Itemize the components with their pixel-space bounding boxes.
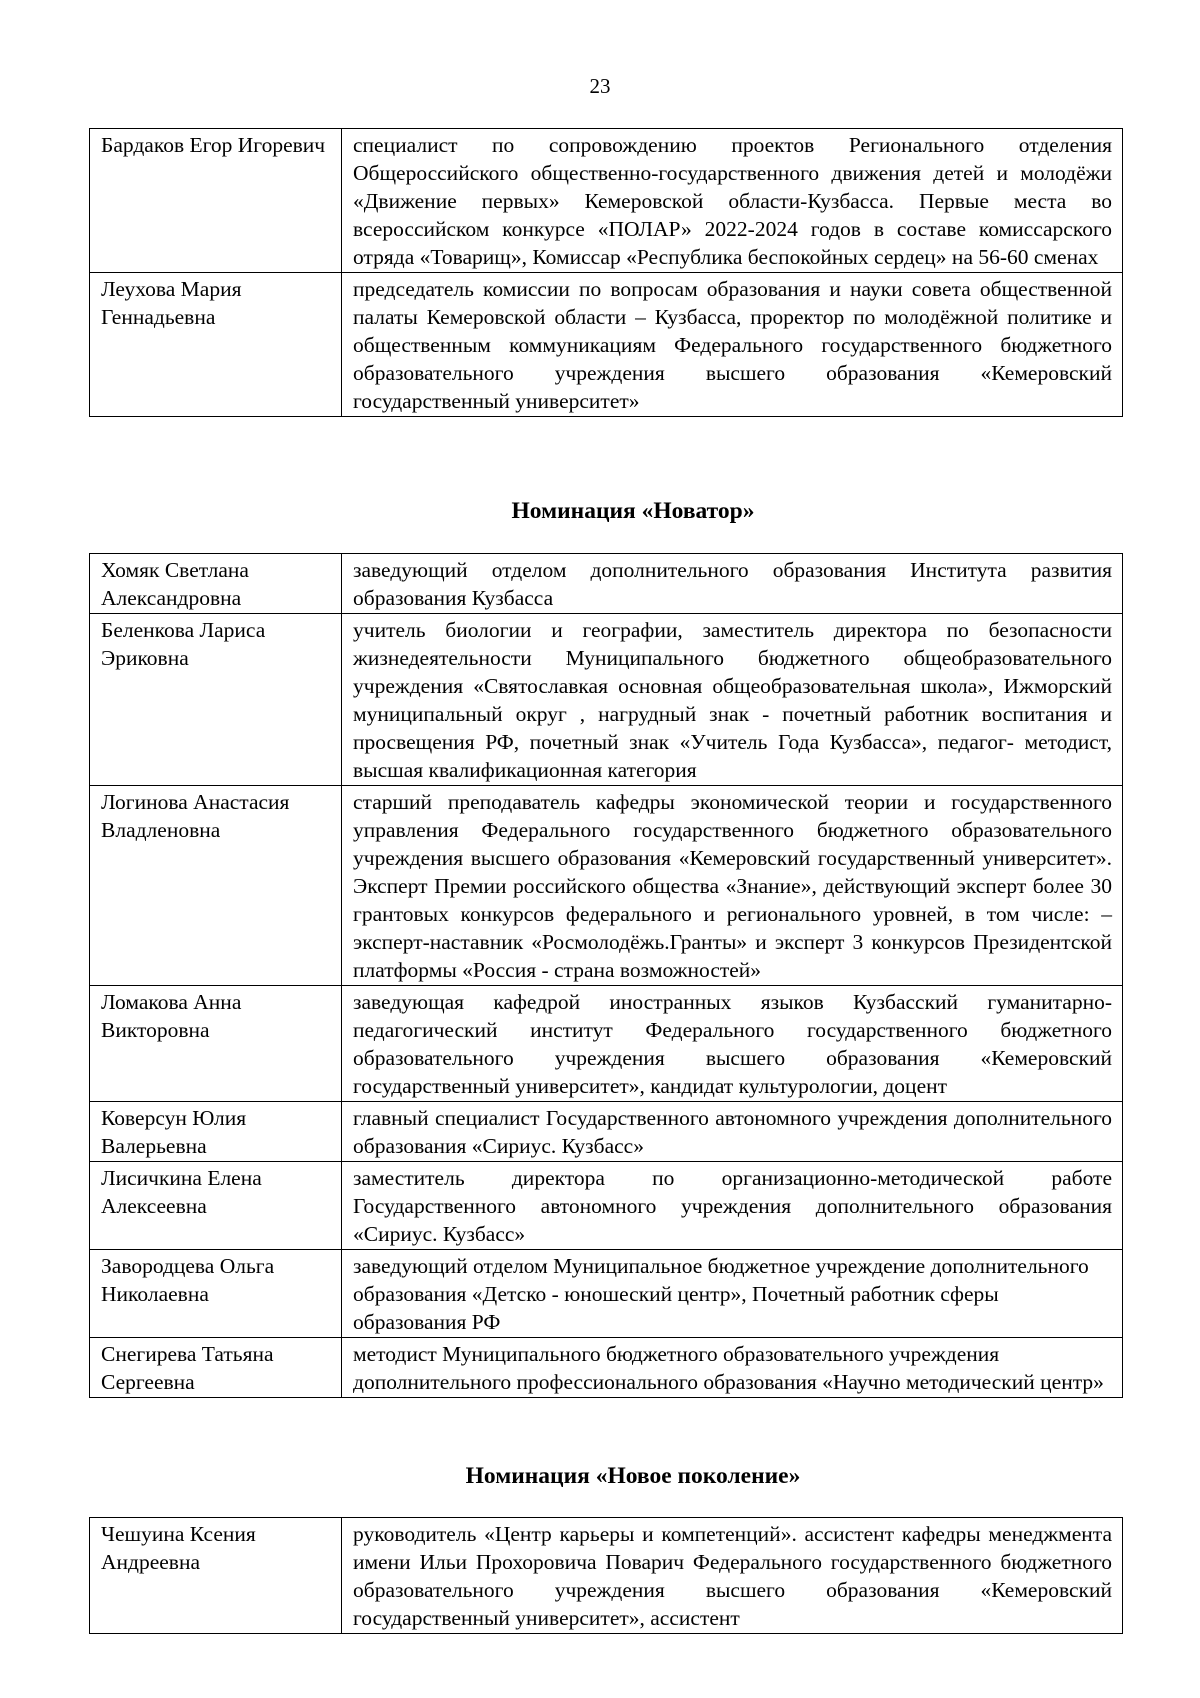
jury-table-2: [89, 553, 1123, 1398]
jury-table-1: [89, 128, 1123, 417]
member-name: Леухова Мария Геннадьевна: [90, 273, 342, 417]
member-name: Беленкова Лариса Эриковна: [90, 614, 342, 786]
table-row: [90, 1102, 1123, 1162]
table-row: [90, 786, 1123, 986]
table-row: [90, 986, 1123, 1102]
member-name: Хомяк Светлана Александровна: [90, 554, 342, 614]
member-name: Чешуина Ксения Андреевна: [90, 1518, 342, 1634]
table-row: [90, 1338, 1123, 1398]
table-row: [90, 554, 1123, 614]
member-description: руководитель «Центр карьеры и компетенций». ассистент кафедры менеджмента имени Ильи Прохоровича Поварич Федерального государственного бюджетного образовательного учреждения высшего образования «Кемеровский государственный университет», ассистент: [342, 1518, 1123, 1634]
member-description: заведующая кафедрой иностранных языков Кузбасский гуманитарно-педагогический институт Федерального государственного бюджетного образовательного учреждения высшего образования «Кемеровский государственный университет», кандидат культурологии, доцент: [342, 986, 1123, 1102]
section-heading-novator: Номинация «Новатор»: [511, 498, 755, 524]
member-name: Ломакова Анна Викторовна: [90, 986, 342, 1102]
table-row: [90, 1250, 1123, 1338]
page-number: 23: [589, 74, 611, 98]
member-name: Бардаков Егор Игоревич: [90, 129, 342, 273]
table-row: [90, 1518, 1123, 1634]
member-name: Логинова Анастасия Владленовна: [90, 786, 342, 986]
member-description: заместитель директора по организационно-методической работе Государственного автономного учреждения дополнительного образования «Сириус. Кузбасс»: [342, 1162, 1123, 1250]
member-description: старший преподаватель кафедры экономической теории и государственного управления Федерального государственного бюджетного образовательного учреждения высшего образования «Кемеровский государственный университет». Эксперт Премии российского общества «Знание», действующий эксперт более 30 грантовых конкурсов федерального и регионального уровней, в том числе: – эксперт-наставник «Росмолодёжь.Гранты» и эксперт 3 конкурсов Президентской платформы «Россия - страна возможностей»: [342, 786, 1123, 986]
member-description: специалист по сопровождению проектов Регионального отделения Общероссийского общественно-государственного движения детей и молодёжи «Движение первых» Кемеровской области-Кузбасса. Первые места во всероссийском конкурсе «ПОЛАР» 2022-2024 годов в составе комиссарского отряда «Товарищ», Комиссар «Республика беспокойных сердец» на 56-60 сменах: [342, 129, 1123, 273]
table-row: [90, 1162, 1123, 1250]
member-name: Лисичкина Елена Алексеевна: [90, 1162, 342, 1250]
table-row: [90, 273, 1123, 417]
section-heading-new-generation: Номинация «Новое поколение»: [465, 1463, 801, 1489]
member-description: председатель комиссии по вопросам образования и науки совета общественной палаты Кемеровской области – Кузбасса, проректор по молодёжной политике и общественным коммуникациям Федерального государственного бюджетного образовательного учреждения высшего образования «Кемеровский государственный университет»: [342, 273, 1123, 417]
table-row: [90, 614, 1123, 786]
member-description: главный специалист Государственного автономного учреждения дополнительного образования «Сириус. Кузбасс»: [342, 1102, 1123, 1162]
table-row: [90, 129, 1123, 273]
member-name: Снегирева Татьяна Сергеевна: [90, 1338, 342, 1398]
member-name: Завородцева Ольга Николаевна: [90, 1250, 342, 1338]
member-description: заведующий отделом дополнительного образования Института развития образования Кузбасса: [342, 554, 1123, 614]
member-description: методист Муниципального бюджетного образовательного учреждения дополнительного профессионального образования «Научно методический центр»: [342, 1338, 1123, 1398]
jury-table-3: [89, 1517, 1123, 1634]
member-description: учитель биологии и географии, заместитель директора по безопасности жизнедеятельности Муниципального бюджетного общеобразовательного учреждения «Святославкая основная общеобразовательная школа», Ижморский муниципальный округ , нагрудный знак - почетный работник воспитания и просвещения РФ, почетный знак «Учитель Года Кузбасса», педагог- методист, высшая квалификационная категория: [342, 614, 1123, 786]
member-description: заведующий отделом Муниципальное бюджетное учреждение дополнительного образования «Детско - юношеский центр», Почетный работник сферы образования РФ: [342, 1250, 1123, 1338]
member-name: Коверсун Юлия Валерьевна: [90, 1102, 342, 1162]
